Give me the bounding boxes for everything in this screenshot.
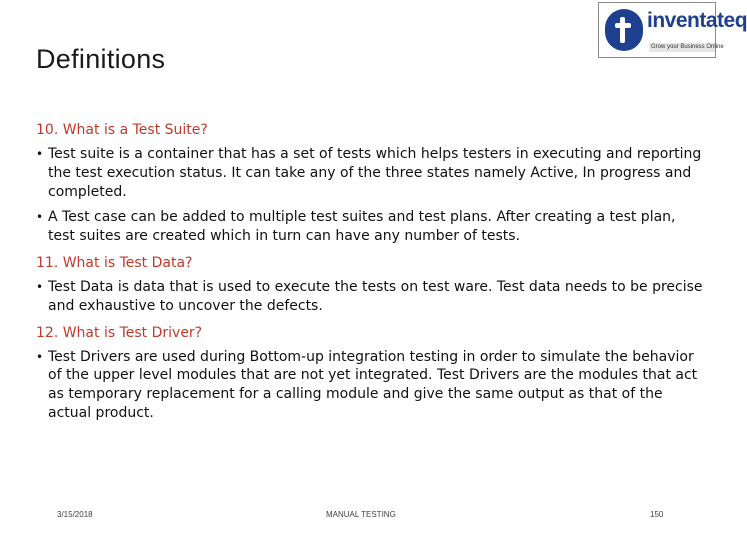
bullet-text: Test Data is data that is used to execute the tests on test ware. Test data needs to be precise and exhaustive to uncover the defects.: [48, 278, 703, 314]
slide-title: Definitions: [36, 44, 166, 74]
logo-tagline: Grow your Business Online: [651, 44, 724, 50]
bullet-text: Test Drivers are used during Bottom-up integration testing in order to simulate the behavior of the upper level modules that are not yet integrated. Test Drivers are the modules that act as temporary replacement for a calling module and give the same output as that of the actual product.: [48, 348, 698, 421]
footer-date: 3/15/2018: [57, 510, 93, 519]
bullet-icon: •: [36, 279, 44, 294]
section-heading-test-suite: 10. What is a Test Suite?: [36, 122, 208, 138]
bullet-text: Test suite is a container that has a set of tests which helps testers in executing and reporting the test execution status. It can take any of the three states namely Active, In progress and completed.: [48, 146, 702, 200]
section-heading-test-data: 11. What is Test Data?: [36, 254, 193, 271]
bullet-text: A Test case can be added to multiple test suites and test plans. After creating a test plan, test suites are created which in turn can have any number of tests.: [48, 209, 676, 245]
bullet-icon: •: [36, 349, 44, 364]
footer-title: MANUAL TESTING: [326, 510, 396, 519]
footer-page-number: 150: [650, 510, 664, 519]
company-logo: [598, 2, 747, 58]
logo-brand-text: inventateq: [647, 9, 747, 32]
bullet-item: [36, 145, 706, 201]
section-heading-test-driver: 12. What is Test Driver?: [36, 324, 203, 341]
slide-content: [36, 120, 706, 430]
bullet-item: [36, 278, 706, 316]
bullet-icon: •: [36, 210, 44, 225]
bullet-icon: •: [36, 147, 44, 161]
bullet-item: [36, 208, 706, 246]
bullet-item: [36, 348, 706, 423]
logo-mark-icon: [605, 9, 643, 51]
